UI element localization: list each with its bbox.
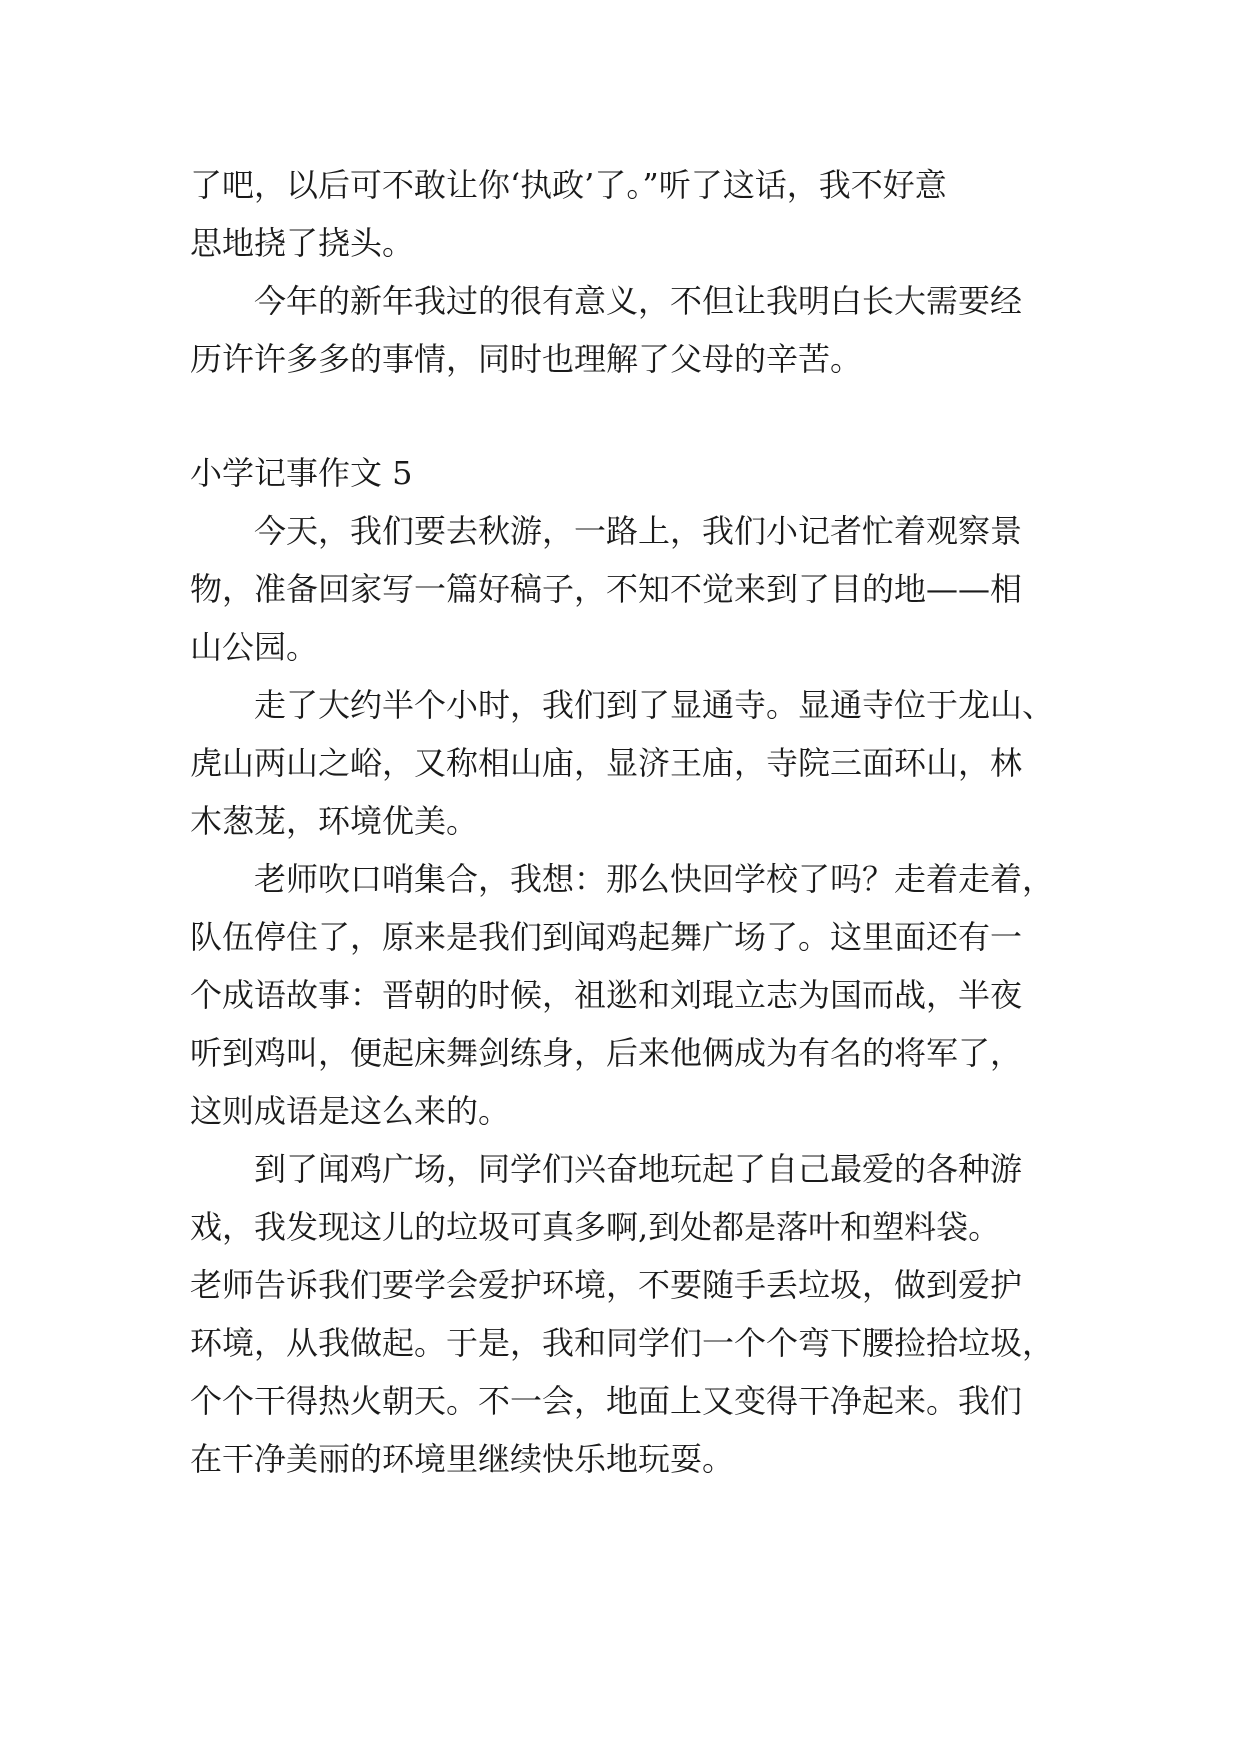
text-line: 环境，从我做起。于是，我和同学们一个个弯下腰捡拾垃圾，: [190, 1324, 1055, 1362]
paragraph-6: [190, 1140, 1060, 1488]
text-line: 这则成语是这么来的。: [190, 1092, 511, 1130]
text-line: 了吧，以后可不敢让你‘执政’了。”听了这话，我不好意: [190, 166, 947, 204]
text-line: 个个干得热火朝天。不一会，地面上又变得干净起来。我们: [190, 1382, 1023, 1420]
text-line: 虎山两山之峪，又称相山庙，显济王庙，寺院三面环山，林: [190, 744, 1023, 782]
section-heading: 小学记事作文 5: [190, 454, 413, 492]
text-line: 老师告诉我们要学会爱护环境，不要随手丢垃圾，做到爱护: [190, 1266, 1023, 1304]
text-line: 走了大约半个小时，我们到了显通寺。显通寺位于龙山、: [254, 686, 1055, 724]
text-line: 在干净美丽的环境里继续快乐地玩耍。: [190, 1440, 735, 1478]
text-line: 听到鸡叫，便起床舞剑练身，后来他俩成为有名的将军了，: [190, 1034, 1023, 1072]
paragraph-5: [190, 850, 1060, 1140]
paragraph-4: [190, 676, 1060, 850]
text-line: 思地挠了挠头。: [190, 224, 415, 262]
paragraph-2: [190, 272, 1060, 388]
text-line: 山公园。: [190, 628, 319, 666]
text-line: 历许许多多的事情，同时也理解了父母的辛苦。: [190, 340, 863, 378]
text-line: 木葱茏，环境优美。: [190, 802, 479, 840]
text-line: 到了闻鸡广场，同学们兴奋地玩起了自己最爱的各种游: [254, 1150, 1023, 1188]
text-line: 戏，我发现这儿的垃圾可真多啊,到处都是落叶和塑料袋。: [190, 1208, 1001, 1246]
paragraph-3: [190, 502, 1060, 676]
text-line: 今年的新年我过的很有意义，不但让我明白长大需要经: [254, 282, 1023, 320]
text-line: 个成语故事：晋朝的时候，祖逖和刘琨立志为国而战，半夜: [190, 976, 1023, 1014]
text-line: 物，准备回家写一篇好稿子，不知不觉来到了目的地——相: [190, 570, 1023, 608]
text-line: 队伍停住了，原来是我们到闻鸡起舞广场了。这里面还有一: [190, 918, 1023, 956]
document-body: [190, 156, 1060, 1488]
text-line: 今天，我们要去秋游，一路上，我们小记者忙着观察景: [254, 512, 1023, 550]
text-line: 老师吹口哨集合，我想：那么快回学校了吗？走着走着，: [254, 860, 1055, 898]
paragraph-1: [190, 156, 1060, 272]
